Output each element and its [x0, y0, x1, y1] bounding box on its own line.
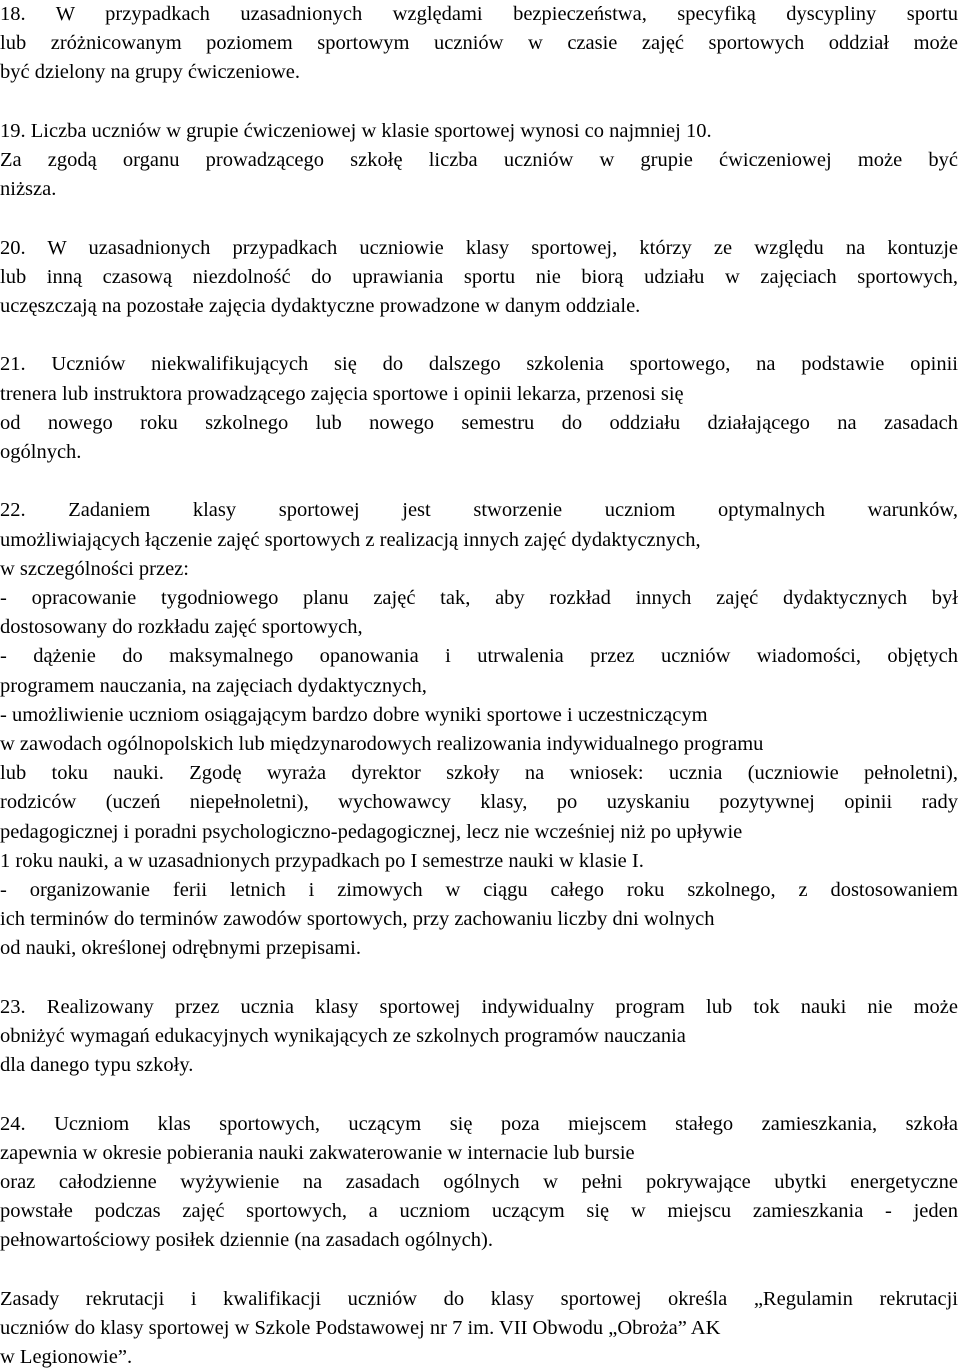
text-line: - organizowanie ferii letnich i zimowych w ciągu całego roku szkolnego, z dostosowaniem: [0, 879, 958, 902]
text-line: 1 roku nauki, a w uzasadnionych przypadkach po I semestrze nauki w klasie I.: [0, 849, 644, 872]
text-line: dostosowany do rozkładu zajęć sportowych,: [0, 616, 363, 639]
text-line: oraz całodzienne wyżywienie na zasadach ogólnych w pełni pokrywające ubytki energetyczne: [0, 1171, 958, 1194]
text-line: 19. Liczba uczniów w grupie ćwiczeniowej w klasie sportowej wynosi co najmniej 10.: [0, 119, 712, 142]
text-line: zapewnia w okresie pobierania nauki zakwaterowanie w internacie lub bursie: [0, 1141, 635, 1164]
text-line: lub toku nauki. Zgodę wyraża dyrektor szkoły na wniosek: ucznia (uczniowie pełnoletni),: [0, 762, 958, 785]
paragraph-gap: [0, 204, 958, 233]
text-line: od nowego roku szkolnego lub nowego semestru do oddziału działającego na zasadach: [0, 411, 958, 434]
text-line: 20. W uzasadnionych przypadkach uczniowie klasy sportowej, którzy ze względu na kontuzje: [0, 236, 958, 259]
paragraph: [0, 496, 958, 963]
paragraph: [0, 0, 958, 88]
text-line: uczęszczają na pozostałe zajęcia dydaktyczne prowadzone w danym oddziale.: [0, 295, 641, 317]
paragraph-gap: [0, 964, 958, 993]
text-line: dla danego typu szkoły.: [0, 1054, 194, 1077]
text-line: w szczególności przez:: [0, 557, 189, 580]
text-line: 22. Zadaniem klasy sportowej jest stworzenie uczniom optymalnych warunków,: [0, 499, 958, 522]
paragraph: [0, 234, 958, 322]
text-line: umożliwiających łączenie zajęć sportowych z realizacją innych zajęć dydaktycznych,: [0, 528, 701, 551]
paragraph-gap: [0, 467, 958, 496]
paragraph-gap: [0, 321, 958, 350]
text-line: rodziców (uczeń niepełnoletni), wychowawcy klasy, po uzyskaniu pozytywnej opinii rady: [0, 791, 958, 814]
text-line: Zasady rekrutacji i kwalifikacji uczniów do klasy sportowej określa „Regulamin rekrutacji: [0, 1287, 958, 1310]
paragraph: [0, 1285, 958, 1372]
text-line: programem nauczania, na zajęciach dydaktycznych,: [0, 674, 427, 697]
paragraph: [0, 117, 958, 205]
text-line: obniżyć wymagań edukacyjnych wynikających ze szkolnych programów nauczania: [0, 1025, 686, 1048]
paragraph-gap: [0, 88, 958, 117]
text-line: być dzielony na grupy ćwiczeniowe.: [0, 61, 300, 84]
text-line: pedagogicznej i poradni psychologiczno-pedagogicznej, lecz nie wcześniej niż po upływie: [0, 820, 743, 843]
text-line: ogólnych.: [0, 441, 82, 463]
paragraph: [0, 350, 958, 467]
text-line: trenera lub instruktora prowadzącego zajęcia sportowe i opinii lekarza, przenosi się: [0, 382, 684, 405]
paragraph: [0, 993, 958, 1081]
text-line: niższa.: [0, 178, 57, 201]
text-line: uczniów do klasy sportowej w Szkole Podstawowej nr 7 im. VII Obwodu „Obroża” AK: [0, 1317, 721, 1340]
text-line: w Legionowie”.: [0, 1346, 133, 1369]
paragraph-gap: [0, 1256, 958, 1285]
text-line: - dążenie do maksymalnego opanowania i utrwalenia przez uczniów wiadomości, objętych: [0, 645, 958, 668]
text-line: 24. Uczniom klas sportowych, uczącym się poza miejscem stałego zamieszkania, szkoła: [0, 1112, 958, 1135]
text-line: 18. W przypadkach uzasadnionych względami bezpieczeństwa, specyfiką dyscypliny sportu: [0, 3, 958, 25]
text-line: ich terminów do terminów zawodów sportowych, przy zachowaniu liczby dni wolnych: [0, 908, 715, 931]
paragraph-gap: [0, 1080, 958, 1109]
text-line: - umożliwienie uczniom osiągającym bardzo dobre wyniki sportowe i uczestniczącym: [0, 703, 708, 726]
text-line: lub zróżnicowanym poziomem sportowym uczniów w czasie zajęć sportowych oddział może: [0, 32, 958, 55]
text-line: lub inną czasową niezdolność do uprawiania sportu nie biorą udziału w zajęciach sportowych,: [0, 265, 958, 288]
text-line: w zawodach ogólnopolskich lub międzynarodowych realizowania indywidualnego programu: [0, 733, 764, 756]
paragraph: [0, 1110, 958, 1256]
text-line: 23. Realizowany przez ucznia klasy sportowej indywidualny program lub tok nauki nie może: [0, 995, 958, 1018]
text-line: powstałe podczas zajęć sportowych, a uczniom uczącym się w miejscu zamieszkania - jeden: [0, 1200, 958, 1223]
text-line: 21. Uczniów niekwalifikujących się do dalszego szkolenia sportowego, na podstawie opinii: [0, 353, 958, 376]
text-line: Za zgodą organu prowadzącego szkołę liczba uczniów w grupie ćwiczeniowej może być: [0, 149, 958, 171]
text-line: - opracowanie tygodniowego planu zajęć tak, aby rozkład innych zajęć dydaktycznych był: [0, 587, 958, 609]
text-line: pełnowartościowy posiłek dziennie (na zasadach ogólnych).: [0, 1229, 493, 1252]
text-line: od nauki, określonej odrębnymi przepisami.: [0, 937, 361, 960]
